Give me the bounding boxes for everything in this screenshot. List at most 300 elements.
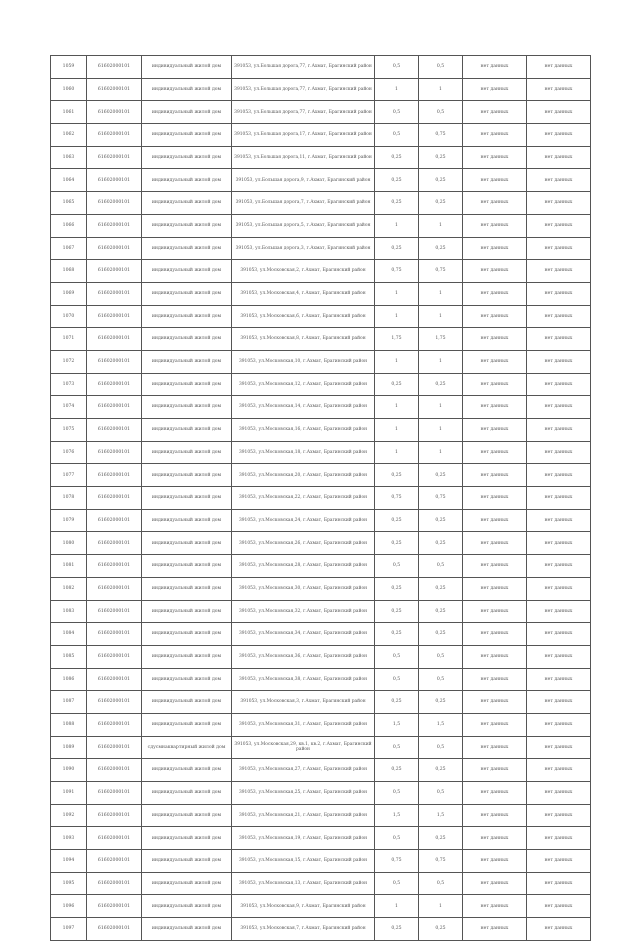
row-number-cell: 1094: [51, 850, 87, 873]
object-type-cell: индивидуальный жилой дом: [142, 396, 232, 419]
object-type-cell: индивидуальный жилой дом: [142, 419, 232, 442]
value-2-cell: 0,5: [419, 668, 463, 691]
status-2-cell: нет данных: [527, 736, 591, 759]
status-1-cell: нет данных: [463, 146, 527, 169]
value-1-cell: 0,5: [375, 872, 419, 895]
code-cell: 61602000101: [87, 169, 142, 192]
value-1-cell: 1,5: [375, 804, 419, 827]
value-1-cell: 0,25: [375, 464, 419, 487]
table-row: [51, 237, 591, 260]
row-number-cell: 1084: [51, 623, 87, 646]
address-cell: 391053, ул.Московская,29, кв.1, кв.2, г.Ахмат, Брагинский район: [232, 736, 375, 759]
value-1-cell: 0,5: [375, 827, 419, 850]
code-cell: 61602000101: [87, 713, 142, 736]
address-cell: 391053, ул.Большая дорога,17, г.Ахмат, Брагинский район: [232, 124, 375, 147]
status-2-cell: нет данных: [527, 782, 591, 805]
address-cell: 391053, ул.Московская,27, г.Ахмат, Брагинский район: [232, 759, 375, 782]
table-row: [51, 169, 591, 192]
value-2-cell: 0,75: [419, 487, 463, 510]
address-cell: 391053, ул.Московская,8, г.Ахмат, Брагинский район: [232, 328, 375, 351]
code-cell: 61602000101: [87, 509, 142, 532]
code-cell: 61602000101: [87, 668, 142, 691]
address-cell: 391053, ул.Большая дорога,5, г.Ахмат, Брагинский район: [232, 214, 375, 237]
address-cell: 391053, ул.Большая дорога,77, г.Ахмат, Брагинский район: [232, 101, 375, 124]
object-type-cell: индивидуальный жилой дом: [142, 56, 232, 79]
value-1-cell: 0,25: [375, 146, 419, 169]
status-1-cell: нет данных: [463, 645, 527, 668]
address-cell: 391053, ул.Большая дорога,77, г.Ахмат, Брагинский район: [232, 56, 375, 79]
address-cell: 391053, ул.Московская,13, г.Ахмат, Брагинский район: [232, 872, 375, 895]
code-cell: 61602000101: [87, 56, 142, 79]
object-type-cell: индивидуальный жилой дом: [142, 918, 232, 941]
value-1-cell: 0,25: [375, 577, 419, 600]
row-number-cell: 1083: [51, 600, 87, 623]
table-row: [51, 146, 591, 169]
status-2-cell: нет данных: [527, 146, 591, 169]
status-2-cell: нет данных: [527, 419, 591, 442]
address-cell: 391053, ул.Московская,21, г.Ахмат, Брагинский район: [232, 804, 375, 827]
table-row: [51, 328, 591, 351]
object-type-cell: индивидуальный жилой дом: [142, 691, 232, 714]
code-cell: 61602000101: [87, 577, 142, 600]
status-1-cell: нет данных: [463, 373, 527, 396]
row-number-cell: 1097: [51, 918, 87, 941]
address-cell: 391053, ул.Московская,28, г.Ахмат, Брагинский район: [232, 555, 375, 578]
object-type-cell: индивидуальный жилой дом: [142, 237, 232, 260]
row-number-cell: 1069: [51, 282, 87, 305]
row-number-cell: 1079: [51, 509, 87, 532]
status-1-cell: нет данных: [463, 532, 527, 555]
status-1-cell: нет данных: [463, 192, 527, 215]
address-cell: 391053, ул.Московская,20, г.Ахмат, Брагинский район: [232, 464, 375, 487]
object-type-cell: индивидуальный жилой дом: [142, 827, 232, 850]
value-2-cell: 0,25: [419, 600, 463, 623]
code-cell: 61602000101: [87, 691, 142, 714]
row-number-cell: 1075: [51, 419, 87, 442]
row-number-cell: 1081: [51, 555, 87, 578]
status-2-cell: нет данных: [527, 282, 591, 305]
value-1-cell: 1: [375, 441, 419, 464]
value-1-cell: 0,25: [375, 373, 419, 396]
row-number-cell: 1088: [51, 713, 87, 736]
value-2-cell: 0,25: [419, 759, 463, 782]
status-2-cell: нет данных: [527, 645, 591, 668]
status-1-cell: нет данных: [463, 396, 527, 419]
status-2-cell: нет данных: [527, 804, 591, 827]
address-cell: 391053, ул.Московская,3, г.Ахмат, Брагинский район: [232, 691, 375, 714]
table-row: [51, 260, 591, 283]
value-2-cell: 1: [419, 305, 463, 328]
address-cell: 391053, ул.Московская,15, г.Ахмат, Брагинский район: [232, 850, 375, 873]
table-row: [51, 555, 591, 578]
address-cell: 391053, ул.Московская,4, г.Ахмат, Брагинский район: [232, 282, 375, 305]
value-1-cell: 1: [375, 350, 419, 373]
row-number-cell: 1059: [51, 56, 87, 79]
object-type-cell: индивидуальный жилой дом: [142, 78, 232, 101]
address-cell: 391053, ул.Большая дорога,3, г.Ахмат, Брагинский район: [232, 237, 375, 260]
object-type-cell: индивидуальный жилой дом: [142, 192, 232, 215]
row-number-cell: 1082: [51, 577, 87, 600]
status-1-cell: нет данных: [463, 668, 527, 691]
object-type-cell: индивидуальный жилой дом: [142, 260, 232, 283]
value-1-cell: 0,25: [375, 623, 419, 646]
value-2-cell: 1: [419, 396, 463, 419]
object-type-cell: индивидуальный жилой дом: [142, 759, 232, 782]
value-1-cell: 1: [375, 895, 419, 918]
table-row: [51, 487, 591, 510]
value-2-cell: 0,25: [419, 623, 463, 646]
status-2-cell: нет данных: [527, 464, 591, 487]
status-1-cell: нет данных: [463, 124, 527, 147]
code-cell: 61602000101: [87, 759, 142, 782]
table-row: [51, 124, 591, 147]
table-row: [51, 396, 591, 419]
object-type-cell: индивидуальный жилой дом: [142, 214, 232, 237]
status-2-cell: нет данных: [527, 192, 591, 215]
status-2-cell: нет данных: [527, 328, 591, 351]
code-cell: 61602000101: [87, 487, 142, 510]
address-cell: 391053, ул.Московская,6, г.Ахмат, Брагинский район: [232, 305, 375, 328]
object-type-cell: индивидуальный жилой дом: [142, 282, 232, 305]
status-2-cell: нет данных: [527, 850, 591, 873]
value-1-cell: 0,25: [375, 691, 419, 714]
status-1-cell: нет данных: [463, 464, 527, 487]
row-number-cell: 1061: [51, 101, 87, 124]
table-body: [51, 56, 591, 941]
address-cell: 391053, ул.Большая дорога,77, г.Ахмат, Брагинский район: [232, 78, 375, 101]
status-2-cell: нет данных: [527, 56, 591, 79]
value-1-cell: 0,5: [375, 668, 419, 691]
value-2-cell: 1,5: [419, 804, 463, 827]
status-1-cell: нет данных: [463, 850, 527, 873]
address-cell: 391053, ул.Московская,10, г.Ахмат, Брагинский район: [232, 350, 375, 373]
data-table: [50, 55, 591, 941]
status-1-cell: нет данных: [463, 555, 527, 578]
status-2-cell: нет данных: [527, 305, 591, 328]
status-1-cell: нет данных: [463, 328, 527, 351]
table-row: [51, 509, 591, 532]
value-2-cell: 0,25: [419, 237, 463, 260]
value-1-cell: 0,75: [375, 487, 419, 510]
address-cell: 391053, ул.Московская,16, г.Ахмат, Брагинский район: [232, 419, 375, 442]
status-2-cell: нет данных: [527, 78, 591, 101]
status-1-cell: нет данных: [463, 101, 527, 124]
table-row: [51, 918, 591, 941]
row-number-cell: 1086: [51, 668, 87, 691]
address-cell: 391053, ул.Московская,34, г.Ахмат, Брагинский район: [232, 623, 375, 646]
value-1-cell: 1,5: [375, 713, 419, 736]
code-cell: 61602000101: [87, 282, 142, 305]
value-1-cell: 1: [375, 282, 419, 305]
status-2-cell: нет данных: [527, 124, 591, 147]
value-2-cell: 1: [419, 441, 463, 464]
status-1-cell: нет данных: [463, 350, 527, 373]
address-cell: 391053, ул.Московская,22, г.Ахмат, Брагинский район: [232, 487, 375, 510]
table-row: [51, 577, 591, 600]
status-2-cell: нет данных: [527, 623, 591, 646]
row-number-cell: 1066: [51, 214, 87, 237]
status-1-cell: нет данных: [463, 782, 527, 805]
table-row: [51, 872, 591, 895]
address-cell: 391053, ул.Московская,12, г.Ахмат, Брагинский район: [232, 373, 375, 396]
object-type-cell: индивидуальный жилой дом: [142, 441, 232, 464]
value-2-cell: 0,25: [419, 577, 463, 600]
table-row: [51, 827, 591, 850]
status-2-cell: нет данных: [527, 214, 591, 237]
value-1-cell: 1: [375, 396, 419, 419]
code-cell: 61602000101: [87, 419, 142, 442]
value-2-cell: 0,75: [419, 850, 463, 873]
address-cell: 391053, ул.Московская,14, г.Ахмат, Брагинский район: [232, 396, 375, 419]
row-number-cell: 1062: [51, 124, 87, 147]
object-type-cell: индивидуальный жилой дом: [142, 305, 232, 328]
row-number-cell: 1078: [51, 487, 87, 510]
code-cell: 61602000101: [87, 78, 142, 101]
table-row: [51, 645, 591, 668]
status-1-cell: нет данных: [463, 260, 527, 283]
status-2-cell: нет данных: [527, 487, 591, 510]
object-type-cell: индивидуальный жилой дом: [142, 146, 232, 169]
row-number-cell: 1063: [51, 146, 87, 169]
value-1-cell: 0,25: [375, 759, 419, 782]
address-cell: 391053, ул.Московская,2, г.Ахмат, Брагинский район: [232, 260, 375, 283]
value-1-cell: 0,5: [375, 124, 419, 147]
value-2-cell: 0,25: [419, 192, 463, 215]
object-type-cell: индивидуальный жилой дом: [142, 532, 232, 555]
status-1-cell: нет данных: [463, 441, 527, 464]
value-1-cell: 0,5: [375, 736, 419, 759]
row-number-cell: 1090: [51, 759, 87, 782]
status-2-cell: нет данных: [527, 918, 591, 941]
status-1-cell: нет данных: [463, 56, 527, 79]
code-cell: 61602000101: [87, 850, 142, 873]
value-2-cell: 0,5: [419, 736, 463, 759]
row-number-cell: 1064: [51, 169, 87, 192]
row-number-cell: 1068: [51, 260, 87, 283]
code-cell: 61602000101: [87, 124, 142, 147]
object-type-cell: индивидуальный жилой дом: [142, 782, 232, 805]
value-1-cell: 0,25: [375, 600, 419, 623]
value-1-cell: 0,5: [375, 782, 419, 805]
table-row: [51, 56, 591, 79]
code-cell: 61602000101: [87, 260, 142, 283]
value-2-cell: 1: [419, 214, 463, 237]
object-type-cell: индивидуальный жилой дом: [142, 169, 232, 192]
status-1-cell: нет данных: [463, 736, 527, 759]
status-2-cell: нет данных: [527, 827, 591, 850]
status-1-cell: нет данных: [463, 918, 527, 941]
value-2-cell: 1: [419, 419, 463, 442]
status-2-cell: нет данных: [527, 577, 591, 600]
code-cell: 61602000101: [87, 532, 142, 555]
table-row: [51, 441, 591, 464]
code-cell: 61602000101: [87, 214, 142, 237]
code-cell: 61602000101: [87, 192, 142, 215]
row-number-cell: 1072: [51, 350, 87, 373]
value-1-cell: 1: [375, 78, 419, 101]
table-row: [51, 78, 591, 101]
value-2-cell: 1: [419, 78, 463, 101]
table-row: [51, 895, 591, 918]
status-2-cell: нет данных: [527, 872, 591, 895]
status-2-cell: нет данных: [527, 532, 591, 555]
object-type-cell: индивидуальный жилой дом: [142, 350, 232, 373]
table-row: [51, 350, 591, 373]
value-2-cell: 0,5: [419, 782, 463, 805]
table-row: [51, 850, 591, 873]
address-cell: 391053, ул.Московская,30, г.Ахмат, Брагинский район: [232, 577, 375, 600]
object-type-cell: индивидуальный жилой дом: [142, 668, 232, 691]
row-number-cell: 1096: [51, 895, 87, 918]
status-2-cell: нет данных: [527, 509, 591, 532]
value-1-cell: 1: [375, 305, 419, 328]
status-1-cell: нет данных: [463, 237, 527, 260]
status-2-cell: нет данных: [527, 396, 591, 419]
status-1-cell: нет данных: [463, 759, 527, 782]
code-cell: 61602000101: [87, 350, 142, 373]
table-row: [51, 532, 591, 555]
value-2-cell: 0,5: [419, 101, 463, 124]
code-cell: 61602000101: [87, 237, 142, 260]
object-type-cell: сдусмнаквартирный жилой дом: [142, 736, 232, 759]
value-2-cell: 0,25: [419, 509, 463, 532]
code-cell: 61602000101: [87, 736, 142, 759]
table-row: [51, 804, 591, 827]
status-1-cell: нет данных: [463, 827, 527, 850]
value-1-cell: 0,5: [375, 56, 419, 79]
status-1-cell: нет данных: [463, 713, 527, 736]
address-cell: 391053, ул.Московская,19, г.Ахмат, Брагинский район: [232, 827, 375, 850]
code-cell: 61602000101: [87, 872, 142, 895]
code-cell: 61602000101: [87, 555, 142, 578]
value-2-cell: 1,5: [419, 713, 463, 736]
value-2-cell: 0,5: [419, 872, 463, 895]
value-2-cell: 1: [419, 895, 463, 918]
value-2-cell: 0,25: [419, 918, 463, 941]
address-cell: 391053, ул.Большая дорога,7, г.Ахмат, Брагинский район: [232, 192, 375, 215]
row-number-cell: 1093: [51, 827, 87, 850]
row-number-cell: 1071: [51, 328, 87, 351]
document-sheet: [50, 55, 590, 941]
table-row: [51, 668, 591, 691]
row-number-cell: 1092: [51, 804, 87, 827]
table-row: [51, 759, 591, 782]
status-2-cell: нет данных: [527, 373, 591, 396]
address-cell: 391053, ул.Московская,38, г.Ахмат, Брагинский район: [232, 668, 375, 691]
status-1-cell: нет данных: [463, 600, 527, 623]
object-type-cell: индивидуальный жилой дом: [142, 623, 232, 646]
code-cell: 61602000101: [87, 373, 142, 396]
object-type-cell: индивидуальный жилой дом: [142, 101, 232, 124]
code-cell: 61602000101: [87, 396, 142, 419]
code-cell: 61602000101: [87, 895, 142, 918]
code-cell: 61602000101: [87, 782, 142, 805]
row-number-cell: 1076: [51, 441, 87, 464]
status-2-cell: нет данных: [527, 441, 591, 464]
table-row: [51, 736, 591, 759]
table-row: [51, 419, 591, 442]
value-1-cell: 0,25: [375, 918, 419, 941]
status-2-cell: нет данных: [527, 260, 591, 283]
value-2-cell: 0,25: [419, 532, 463, 555]
code-cell: 61602000101: [87, 827, 142, 850]
status-2-cell: нет данных: [527, 237, 591, 260]
status-2-cell: нет данных: [527, 600, 591, 623]
object-type-cell: индивидуальный жилой дом: [142, 645, 232, 668]
value-1-cell: 1,75: [375, 328, 419, 351]
status-2-cell: нет данных: [527, 759, 591, 782]
table-row: [51, 305, 591, 328]
value-2-cell: 0,25: [419, 146, 463, 169]
row-number-cell: 1060: [51, 78, 87, 101]
table-row: [51, 623, 591, 646]
row-number-cell: 1091: [51, 782, 87, 805]
value-2-cell: 0,75: [419, 124, 463, 147]
value-2-cell: 0,75: [419, 260, 463, 283]
value-1-cell: 0,5: [375, 101, 419, 124]
object-type-cell: индивидуальный жилой дом: [142, 509, 232, 532]
row-number-cell: 1070: [51, 305, 87, 328]
object-type-cell: индивидуальный жилой дом: [142, 328, 232, 351]
status-1-cell: нет данных: [463, 895, 527, 918]
value-2-cell: 0,5: [419, 555, 463, 578]
code-cell: 61602000101: [87, 146, 142, 169]
value-2-cell: 0,5: [419, 56, 463, 79]
status-2-cell: нет данных: [527, 713, 591, 736]
status-1-cell: нет данных: [463, 305, 527, 328]
status-2-cell: нет данных: [527, 895, 591, 918]
status-2-cell: нет данных: [527, 169, 591, 192]
table-row: [51, 464, 591, 487]
row-number-cell: 1087: [51, 691, 87, 714]
address-cell: 391053, ул.Московская,25, г.Ахмат, Брагинский район: [232, 782, 375, 805]
code-cell: 61602000101: [87, 600, 142, 623]
value-1-cell: 0,5: [375, 555, 419, 578]
table-row: [51, 782, 591, 805]
object-type-cell: индивидуальный жилой дом: [142, 600, 232, 623]
status-1-cell: нет данных: [463, 282, 527, 305]
table-row: [51, 101, 591, 124]
value-2-cell: 1: [419, 350, 463, 373]
code-cell: 61602000101: [87, 101, 142, 124]
value-2-cell: 0,5: [419, 645, 463, 668]
status-1-cell: нет данных: [463, 804, 527, 827]
object-type-cell: индивидуальный жилой дом: [142, 124, 232, 147]
value-1-cell: 0,5: [375, 645, 419, 668]
code-cell: 61602000101: [87, 328, 142, 351]
address-cell: 391053, ул.Московская,18, г.Ахмат, Брагинский район: [232, 441, 375, 464]
row-number-cell: 1095: [51, 872, 87, 895]
status-2-cell: нет данных: [527, 555, 591, 578]
object-type-cell: индивидуальный жилой дом: [142, 872, 232, 895]
code-cell: 61602000101: [87, 464, 142, 487]
status-2-cell: нет данных: [527, 350, 591, 373]
object-type-cell: индивидуальный жилой дом: [142, 487, 232, 510]
address-cell: 391053, ул.Московская,24, г.Ахмат, Брагинский район: [232, 509, 375, 532]
address-cell: 391053, ул.Московская,32, г.Ахмат, Брагинский район: [232, 600, 375, 623]
status-1-cell: нет данных: [463, 487, 527, 510]
value-1-cell: 1: [375, 214, 419, 237]
address-cell: 391053, ул.Московская,31, г.Ахмат, Брагинский район: [232, 713, 375, 736]
object-type-cell: индивидуальный жилой дом: [142, 713, 232, 736]
value-1-cell: 0,25: [375, 509, 419, 532]
object-type-cell: индивидуальный жилой дом: [142, 464, 232, 487]
table-row: [51, 691, 591, 714]
table-row: [51, 282, 591, 305]
status-1-cell: нет данных: [463, 691, 527, 714]
value-1-cell: 0,25: [375, 169, 419, 192]
address-cell: 391053, ул.Московская,9, г.Ахмат, Брагинский район: [232, 895, 375, 918]
